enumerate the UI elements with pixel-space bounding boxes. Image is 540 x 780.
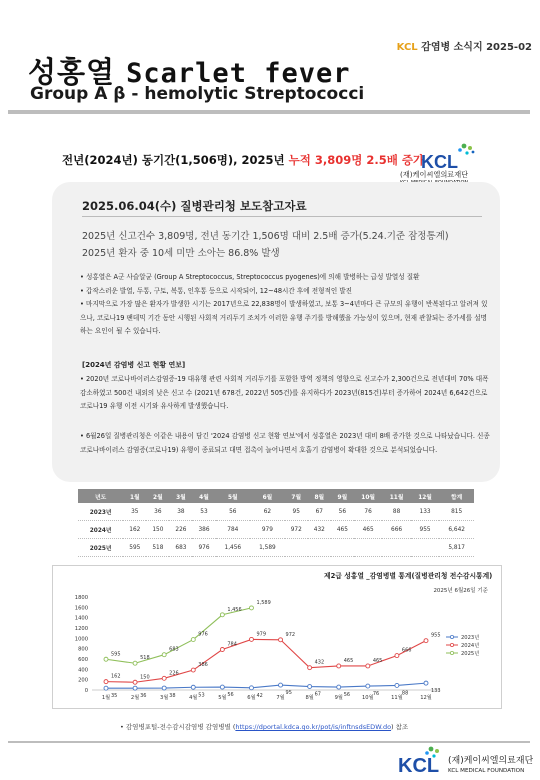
source-link[interactable]: https://dportal.kdca.go.kr/pot/is/inftnsdsEDW.do xyxy=(235,723,392,731)
table-cell xyxy=(308,539,331,557)
row-label: 2024년 xyxy=(78,521,123,539)
y-tick-label: 1000 xyxy=(74,636,88,643)
data-label: 976 xyxy=(198,631,208,638)
table-cell: 386 xyxy=(192,521,215,539)
x-tick-label: 2월 xyxy=(130,695,140,701)
data-point xyxy=(308,685,312,689)
table-header-cell: 9월 xyxy=(331,489,354,503)
x-tick-label: 7월 xyxy=(276,695,285,701)
legend-marker xyxy=(450,651,453,654)
footnote xyxy=(120,722,408,731)
table-cell: 62 xyxy=(250,503,285,521)
table-header-cell: 합계 xyxy=(439,489,474,503)
data-point xyxy=(133,680,137,684)
y-tick-label: 600 xyxy=(78,657,88,663)
table-cell: 784 xyxy=(216,521,251,539)
table-cell: 150 xyxy=(146,521,169,539)
table-header-row xyxy=(78,489,474,503)
data-point xyxy=(162,676,166,680)
row-label: 2025년 xyxy=(78,539,123,557)
data-label: 979 xyxy=(256,631,267,638)
data-point xyxy=(395,654,399,658)
table-cell: 1,589 xyxy=(250,539,285,557)
data-point xyxy=(220,685,224,689)
table-cell: 56 xyxy=(216,503,251,521)
table-header-cell: 11월 xyxy=(382,489,410,503)
headline-highlight: 누적 3,809명 2.5배 증가 xyxy=(288,153,425,167)
issue-text: 감염병 소식지 2025-02 xyxy=(421,42,532,53)
table-cell: 1,456 xyxy=(216,539,251,557)
table-cell: 162 xyxy=(123,521,146,539)
title-korean: 성홍열 xyxy=(28,55,116,89)
data-point xyxy=(249,686,253,690)
data-point xyxy=(395,683,399,687)
footer-divider xyxy=(8,741,530,743)
data-point xyxy=(249,606,253,610)
x-tick-label: 8월 xyxy=(305,695,314,701)
data-label: 386 xyxy=(198,662,208,669)
table-header-cell: 5월 xyxy=(216,489,251,503)
data-label: 595 xyxy=(111,651,121,658)
data-point xyxy=(249,637,253,641)
data-point xyxy=(279,683,283,687)
table-header-cell: 7월 xyxy=(285,489,308,503)
data-label: 1,589 xyxy=(256,599,271,606)
data-label: 666 xyxy=(401,647,412,654)
data-label: 432 xyxy=(314,659,325,666)
footer-org-ko: (재)케이씨엘의료재단 xyxy=(448,756,533,766)
table-cell: 88 xyxy=(382,503,410,521)
table-cell: 683 xyxy=(169,539,192,557)
table-cell: 955 xyxy=(411,521,439,539)
footer-org-en: KCL MEDICAL FOUNDATION xyxy=(448,768,525,774)
card-title: 2025.06.04(수) 질병관리청 보도참고자료 xyxy=(82,199,307,213)
data-point xyxy=(191,638,195,642)
table-header-cell: 3월 xyxy=(169,489,192,503)
data-point xyxy=(104,657,108,661)
data-label: 162 xyxy=(111,673,121,680)
data-point xyxy=(337,664,341,668)
table-header-cell: 년도 xyxy=(78,489,123,503)
y-tick-label: 400 xyxy=(78,667,88,674)
headline xyxy=(62,152,424,168)
footer-logo-text: KCL xyxy=(398,755,440,776)
table-header-cell: 1월 xyxy=(123,489,146,503)
data-label: 784 xyxy=(227,641,237,648)
card-divider xyxy=(82,216,482,217)
table-cell: 35 xyxy=(123,503,146,521)
kcl-logo xyxy=(400,142,500,186)
title-english: Scarlet fever xyxy=(126,58,351,89)
data-point xyxy=(133,686,137,690)
data-point xyxy=(162,653,166,657)
table-cell: 465 xyxy=(354,521,382,539)
data-point xyxy=(133,661,137,665)
x-tick-label: 5월 xyxy=(218,695,227,701)
report-text: • 2020년 코로나바이러스감염증-19 대유행 관련 사회적 거리두기를 포함한 방역 정책의 영향으로 신고수가 2,300건으로 전년대비 70% 대폭 감소하였고 500건 내외의 낮은 신고 수 (2021년 678건, 2022년 505건)를 유지하다가 2023년(815건)부터 증가하여 2024년 6,642건으로 코로나19 유행 이전 시기와 유사하게 발생했습니다. xyxy=(80,375,489,410)
data-label: 518 xyxy=(140,655,150,662)
data-point xyxy=(191,668,195,672)
table-cell xyxy=(411,539,439,557)
table-cell: 53 xyxy=(192,503,215,521)
series-line xyxy=(106,608,251,663)
data-point xyxy=(104,686,108,690)
logo-text: KCL xyxy=(421,152,458,172)
table-cell: 595 xyxy=(123,539,146,557)
data-point xyxy=(279,638,283,642)
summary-line-2: 2025년 환자 중 10세 미만 소아는 86.8% 발생 xyxy=(82,248,280,259)
table-cell: 56 xyxy=(331,503,354,521)
y-tick-label: 1200 xyxy=(74,626,88,632)
table-row xyxy=(78,503,474,521)
table-cell: 95 xyxy=(285,503,308,521)
footnote-prefix: • 감염병포털-전수감시감염병 감염병별 ( xyxy=(120,723,236,731)
org-name-ko: (재)케이씨엘의료재단 xyxy=(400,170,469,179)
data-label: 42 xyxy=(256,692,263,699)
data-point xyxy=(424,639,428,643)
data-label: 1,456 xyxy=(227,606,242,613)
table-row xyxy=(78,521,474,539)
data-label: 88 xyxy=(401,690,409,697)
table-cell: 226 xyxy=(169,521,192,539)
issue-label xyxy=(397,38,532,53)
x-tick-label: 10월 xyxy=(362,695,374,701)
x-tick-label: 4월 xyxy=(189,695,198,701)
data-label: 67 xyxy=(314,691,322,698)
data-point xyxy=(337,685,341,689)
table-row xyxy=(78,539,474,557)
data-point xyxy=(424,681,428,685)
bullet-item: • 갑작스러운 발열, 두통, 구토, 복통, 인후통 등으로 시작되어, 12~48시간 후에 전형적인 발진 xyxy=(80,286,353,295)
table-cell xyxy=(382,539,410,557)
data-label: 150 xyxy=(140,674,150,681)
footnote-suffix: ) 참조 xyxy=(391,723,409,731)
table-header-cell: 2월 xyxy=(146,489,169,503)
table-cell: 979 xyxy=(250,521,285,539)
table-cell xyxy=(354,539,382,557)
monthly-table xyxy=(78,489,474,557)
data-point xyxy=(162,686,166,690)
chart-subtitle: 2025년 6월26일 기준 xyxy=(433,588,488,594)
data-point xyxy=(104,680,108,684)
summary-line-1: 2025년 신고건수 3,809명, 전년 동기간 1,506명 대비 2.5배 증가(5.24.기준 잠정통계) xyxy=(82,231,449,242)
table-cell: 976 xyxy=(192,539,215,557)
table-header-cell: 8월 xyxy=(308,489,331,503)
table-cell: 518 xyxy=(146,539,169,557)
data-label: 38 xyxy=(169,693,176,700)
table-header-cell: 6월 xyxy=(250,489,285,503)
table-header-cell: 12월 xyxy=(411,489,439,503)
data-label: 955 xyxy=(431,632,441,639)
bullet-item: • 성홍열은 A군 사슬알균 (Group A Streptococcus, Streptococcus pyogenes)에 의해 발병하는 급성 발열성 질환 xyxy=(80,273,420,281)
table-cell: 67 xyxy=(308,503,331,521)
data-label: 56 xyxy=(227,692,234,699)
data-point xyxy=(220,613,224,617)
table-cell: 432 xyxy=(308,521,331,539)
table-cell xyxy=(285,539,308,557)
table-header-cell: 4월 xyxy=(192,489,215,503)
legend-label: 2025년 xyxy=(461,651,480,657)
data-label: 36 xyxy=(140,693,147,700)
data-label: 465 xyxy=(343,657,354,664)
data-point xyxy=(366,684,370,688)
table-cell: 133 xyxy=(411,503,439,521)
row-label: 2023년 xyxy=(78,503,123,521)
header-divider xyxy=(8,110,530,114)
logo-mark-icon xyxy=(458,144,474,155)
table-cell: 38 xyxy=(169,503,192,521)
data-label: 465 xyxy=(372,657,383,664)
news-text: • 6월26일 질병관리청은 이같은 내용이 담긴 '2024 감염병 신고 현황 연보'에서 성홍열은 2023년 대비 8배 증가한 것으로 나타났습니다. 신종 코로나바이러스 감염증(코로나19) 유행이 종료되고 대면 접촉이 늘어나면서 호흡기 감염병이 확대한 것으로 분석되었습니다. xyxy=(80,432,490,454)
table-cell: 666 xyxy=(382,521,410,539)
legend-label: 2024년 xyxy=(461,643,480,649)
data-label: 53 xyxy=(198,692,205,699)
data-point xyxy=(308,666,312,670)
table-cell: 815 xyxy=(439,503,474,521)
table-cell: 6,642 xyxy=(439,521,474,539)
table-cell: 972 xyxy=(285,521,308,539)
page-subtitle: Group A β - hemolytic Streptococci xyxy=(30,84,365,104)
issue-brand: KCL xyxy=(396,42,418,53)
data-label: 226 xyxy=(169,670,179,677)
footer-logo xyxy=(398,744,533,776)
x-tick-label: 12월 xyxy=(420,695,432,701)
table-header-cell: 10월 xyxy=(354,489,382,503)
legend-marker xyxy=(450,635,453,638)
data-label: 95 xyxy=(285,690,292,697)
table-cell: 465 xyxy=(331,521,354,539)
chart-plot xyxy=(75,595,479,701)
data-label: 35 xyxy=(111,693,118,700)
y-tick-label: 1800 xyxy=(74,595,88,601)
y-tick-label: 200 xyxy=(78,677,88,684)
chart-title: 제2급 성홍열 _감염병별 통계(질병관리청 전수감시통계) xyxy=(324,572,493,580)
x-tick-label: 9월 xyxy=(334,695,343,701)
data-label: 133 xyxy=(431,688,441,695)
y-tick-label: 800 xyxy=(78,646,88,653)
bullet-item: • 마지막으로 가장 많은 환자가 발생한 시기는 2017년으로 22,838명이 발생하였고, 보통 3~4년마다 큰 규모의 유행이 반복된다고 알려져 있으나, 코로나19 팬데믹 기간 동안 시행된 사회적 거리두기 조치가 이러한 유행 주기를 방해했을 가능성이 있으며, 현재 관찰되는 증가세를 설명하는 요인이 될 수 있습니다. xyxy=(80,300,488,335)
y-tick-label: 0 xyxy=(84,688,88,694)
table-cell: 76 xyxy=(354,503,382,521)
table-cell: 36 xyxy=(146,503,169,521)
table-cell: 5,817 xyxy=(439,539,474,557)
data-point xyxy=(220,647,224,651)
bullet-list xyxy=(80,271,490,339)
table-body xyxy=(78,503,474,557)
x-tick-label: 11월 xyxy=(391,695,403,701)
data-label: 683 xyxy=(169,646,179,653)
x-tick-label: 1월 xyxy=(101,695,111,701)
legend-label: 2023년 xyxy=(461,635,480,641)
line-chart xyxy=(52,565,500,707)
series-line xyxy=(106,683,426,688)
headline-part1: 전년(2024년) 동기간(1,506명), 2025년 xyxy=(62,153,289,167)
legend-marker xyxy=(450,643,453,646)
table-cell xyxy=(331,539,354,557)
y-tick-label: 1400 xyxy=(74,615,88,622)
x-tick-label: 3월 xyxy=(160,695,169,701)
data-label: 76 xyxy=(372,691,380,698)
data-point xyxy=(366,664,370,668)
data-label: 972 xyxy=(285,631,296,638)
y-tick-label: 1600 xyxy=(74,605,88,612)
x-tick-label: 6월 xyxy=(247,695,256,701)
data-label: 56 xyxy=(343,692,351,699)
report-heading: [2024년 감염병 신고 현황 연보] xyxy=(82,361,186,369)
data-point xyxy=(191,685,195,689)
